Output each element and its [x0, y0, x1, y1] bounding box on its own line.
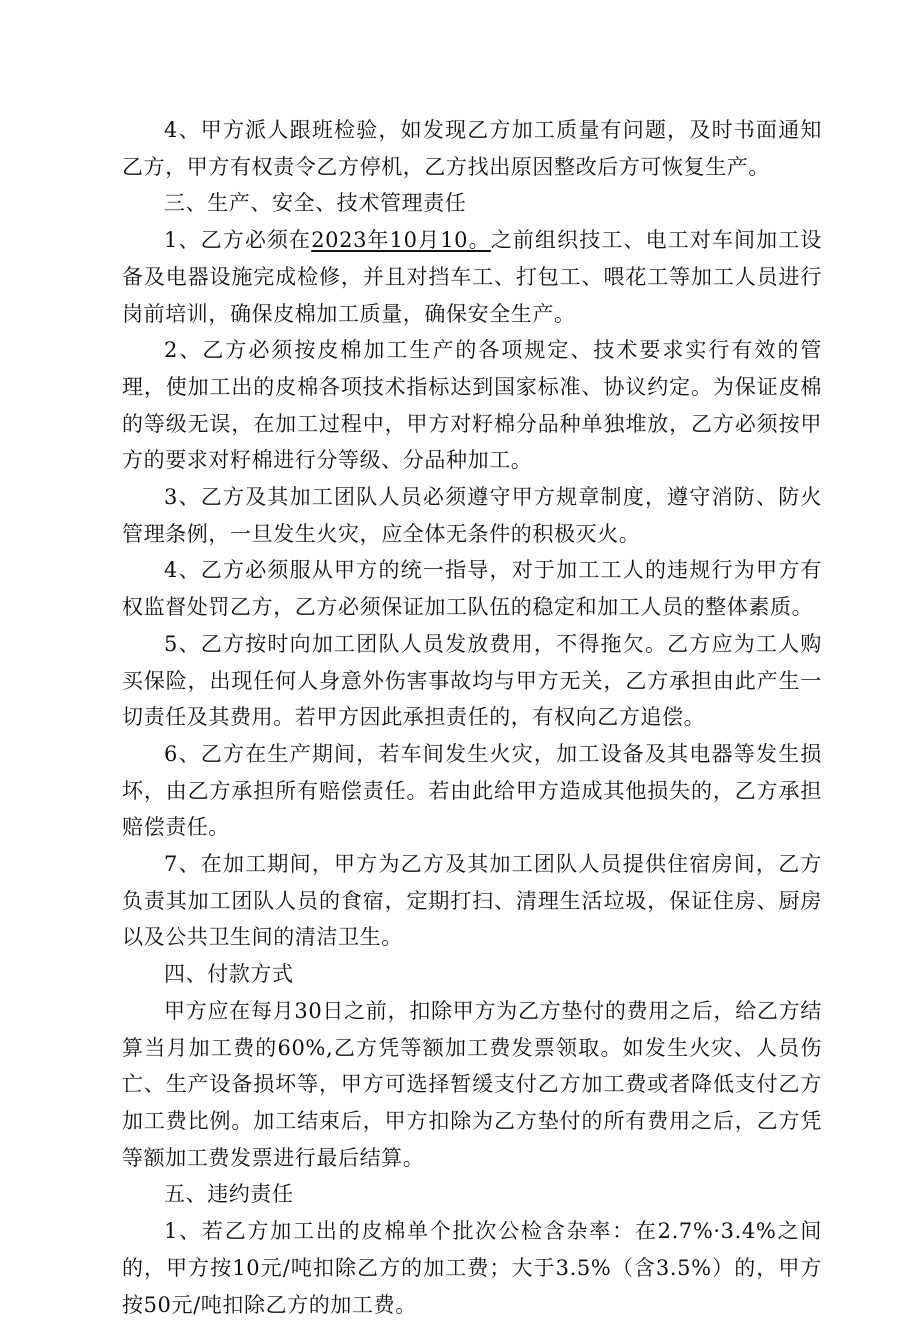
clause-5-1-impurity-deduction: 1、若乙方加工出的皮棉单个批次公检含杂率：在2.7%·3.4%之间的，甲方按10元/吨扣除乙方的加工费；大于3.5%（含3.5%）的，甲方按50元/吨扣除乙方的加工费。: [122, 1219, 822, 1317]
clause-3-1-text-before: 1、乙方必须在: [164, 228, 312, 253]
document-body: [122, 112, 822, 1323]
clause-3-7-accommodation: 7、在加工期间，甲方为乙方及其加工团队人员提供住宿房间，乙方负责其加工团队人员的食宿，定期打扫、清理生活垃圾，保证住房、厨房以及公共卫生间的清洁卫生。: [122, 852, 822, 950]
section-heading-breach: 五、违约责任: [164, 1182, 294, 1207]
deadline-date: 2023年10月10。: [311, 228, 491, 253]
clause-3-1-maintenance-training: [122, 222, 822, 332]
clause-3-1-text-after: 之前组织技工、电工对车间加工设备及电器设施完成检修，并且对挡车工、打包工、喂花工等加工人员进行岗前培训，确保皮棉加工质量，确保安全生产。: [122, 228, 823, 326]
clause-3-2-technical-management: 2、乙方必须按皮棉加工生产的各项规定、技术要求实行有效的管理，使加工出的皮棉各项技术指标达到国家标准、协议约定。为保证皮棉的等级无误，在加工过程中，甲方对籽棉分品种单独堆放，乙方必须按甲方的要求对籽棉进行分等级、分品种加工。: [122, 338, 822, 473]
clause-3-3-fire-safety: 3、乙方及其加工团队人员必须遵守甲方规章制度，遵守消防、防火管理条例，一旦发生火灾，应全体无条件的积极灭火。: [122, 485, 822, 546]
clause-3-6-damage-liability: 6、乙方在生产期间，若车间发生火灾，加工设备及其电器等发生损坏，由乙方承担所有赔偿责任。若由此给甲方造成其他损失的，乙方承担赔偿责任。: [122, 741, 822, 840]
section-heading-production-safety: 三、生产、安全、技术管理责任: [164, 191, 467, 216]
section-heading-payment: 四、付款方式: [164, 962, 294, 987]
clause-4-payment-terms: 甲方应在每月30日之前，扣除甲方为乙方垫付的费用之后，给乙方结算当月加工费的60%,乙方凭等额加工费发票领取。如发生火灾、人员伤亡、生产设备损坏等，甲方可选择暂缓支付乙方加工费或者降低支付乙方加工费比例。加工结束后，甲方扣除为乙方垫付的所有费用之后，乙方凭等额加工费发票进行最后结算。: [122, 998, 822, 1170]
clause-3-5-wages-insurance: 5、乙方按时向加工团队人员发放费用，不得拖欠。乙方应为工人购买保险，出现任何人身意外伤害事故均与甲方无关，乙方承担由此产生一切责任及其费用。若甲方因此承担责任的，有权向乙方追偿。: [122, 631, 822, 730]
clause-2-4-quality-inspection: 4、甲方派人跟班检验，如发现乙方加工质量有问题，及时书面通知乙方，甲方有权责令乙方停机，乙方找出原因整改后方可恢复生产。: [122, 118, 822, 179]
clause-3-4-supervision: 4、乙方必须服从甲方的统一指导，对于加工工人的违规行为甲方有权监督处罚乙方，乙方必须保证加工队伍的稳定和加工人员的整体素质。: [122, 558, 822, 620]
